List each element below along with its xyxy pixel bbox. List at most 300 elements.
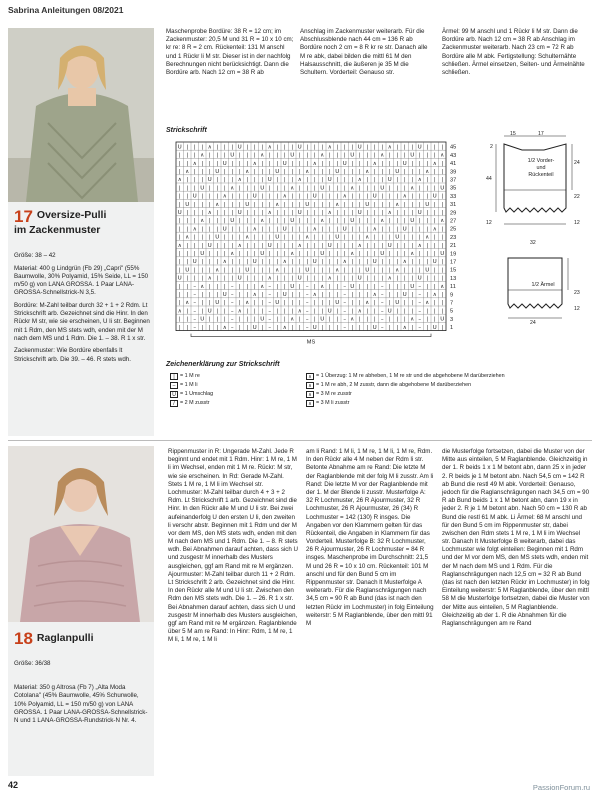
chart-symbol: | xyxy=(261,292,264,298)
chart-symbol: | xyxy=(358,234,361,241)
chart-symbol: ∧ xyxy=(267,144,272,151)
chart-symbol: | xyxy=(178,218,181,225)
chart-symbol: | xyxy=(373,201,376,208)
chart-symbol: U xyxy=(252,259,257,266)
chart-symbol: | xyxy=(388,259,391,266)
chart-symbol: | xyxy=(291,210,294,216)
chart-symbol: U xyxy=(200,251,205,257)
chart-symbol: | xyxy=(358,283,361,290)
chart-symbol: | xyxy=(388,160,391,167)
chart-symbol: ∧ xyxy=(425,234,430,241)
chart-symbol: – xyxy=(193,316,197,323)
chart-symbol: | xyxy=(208,234,211,241)
chart-symbol: ∧ xyxy=(267,210,272,216)
chart-symbol: ∧ xyxy=(200,283,205,290)
chart-symbol: | xyxy=(261,308,264,315)
chart-symbol: U xyxy=(260,185,265,192)
chart-symbol: U xyxy=(335,234,340,241)
chart-symbol: | xyxy=(313,210,316,216)
chart-symbol: | xyxy=(291,193,294,200)
chart-symbol: ∧ xyxy=(320,152,325,159)
chart-symbol: | xyxy=(291,169,294,175)
chart-symbol: U xyxy=(320,251,325,257)
chart-symbol: | xyxy=(276,160,279,167)
chart-symbol: | xyxy=(253,251,256,257)
chart-symbol: | xyxy=(426,177,429,184)
chart-symbol: – xyxy=(268,283,272,290)
chart-symbol: ∧ xyxy=(177,242,182,249)
legend-left xyxy=(170,372,290,408)
chart-symbol: U xyxy=(357,144,362,151)
chart-symbol: | xyxy=(298,283,301,290)
chart-symbol: ∧ xyxy=(192,226,197,233)
chart-symbol: | xyxy=(388,201,391,208)
chart-symbol: | xyxy=(433,218,436,225)
chart-symbol: | xyxy=(396,144,399,151)
chart-symbol: | xyxy=(306,210,309,216)
chart-symbol: | xyxy=(201,242,204,249)
chart-symbol: ∧ xyxy=(237,242,242,249)
pattern17-col4 xyxy=(442,28,590,82)
chart-symbol: | xyxy=(328,160,331,167)
chart-symbol: | xyxy=(261,226,264,233)
chart-symbol: | xyxy=(426,316,429,323)
chart-symbol: U xyxy=(275,234,280,241)
chart-symbol: | xyxy=(283,152,286,159)
chart-symbol: | xyxy=(246,210,249,216)
chart-symbol: | xyxy=(403,283,406,290)
chart-symbol: | xyxy=(201,275,204,282)
chart-symbol: | xyxy=(343,251,346,257)
chart-symbol: | xyxy=(321,160,324,167)
chart-symbol: U xyxy=(185,201,190,208)
chart-symbol: | xyxy=(403,267,406,274)
chart-symbol: | xyxy=(441,242,444,249)
chart-symbol: | xyxy=(186,226,189,233)
chart-symbol: ∧ xyxy=(312,160,317,167)
chart-symbol: | xyxy=(381,160,384,167)
chart-symbol: | xyxy=(396,160,399,167)
chart-symbol: | xyxy=(306,242,309,249)
chart-symbol: | xyxy=(403,242,406,249)
schematic-front-label: 1/2 Vorder- und Rückenteil xyxy=(527,158,555,179)
chart-symbol: | xyxy=(253,177,256,184)
chart-symbol: | xyxy=(283,185,286,192)
chart-symbol: | xyxy=(313,218,316,225)
chart-symbol: | xyxy=(321,308,324,315)
chart-symbol: | xyxy=(223,177,226,184)
chart-symbol: U xyxy=(282,226,287,233)
chart-symbol: | xyxy=(178,283,181,290)
chart-symbol: | xyxy=(343,218,346,225)
pattern18-size: Größe: 36/38 xyxy=(14,660,51,667)
chart-symbol: U xyxy=(440,251,445,257)
chart-symbol: | xyxy=(343,234,346,241)
chart-symbol: | xyxy=(381,177,384,184)
chart-symbol: | xyxy=(246,259,249,266)
chart-symbol: | xyxy=(433,308,436,315)
legend-item xyxy=(306,399,596,408)
chart-symbol: ∧ xyxy=(320,218,325,225)
chart-symbol: – xyxy=(418,283,422,290)
chart-symbol: U xyxy=(215,234,220,241)
chart-symbol: ∧ xyxy=(350,316,355,323)
chart-symbol: | xyxy=(396,324,399,331)
chart-symbol: | xyxy=(418,226,421,233)
chart-symbol: | xyxy=(298,160,301,167)
chart-symbol: U xyxy=(207,177,212,184)
chart-symbol: – xyxy=(418,292,422,298)
chart-symbol: ∧ xyxy=(440,283,445,290)
chart-symbol: | xyxy=(366,177,369,184)
chart-symbol: | xyxy=(298,185,301,192)
chart-symbol: | xyxy=(238,316,241,323)
chart-symbol: ∧ xyxy=(237,308,242,315)
chart-symbol: U xyxy=(237,144,242,151)
chart-symbol: | xyxy=(276,251,279,257)
chart-symbol: | xyxy=(238,169,241,175)
chart-title: Strickschrift xyxy=(166,127,207,134)
legend-item xyxy=(170,399,290,408)
chart-symbol: | xyxy=(396,185,399,192)
chart-symbol: | xyxy=(433,185,436,192)
chart-symbol: | xyxy=(246,185,249,192)
chart-symbol: | xyxy=(268,226,271,233)
chart-symbol: | xyxy=(193,177,196,184)
chart-symbol: | xyxy=(426,275,429,282)
chart-symbol: | xyxy=(411,292,414,298)
chart-symbol: | xyxy=(336,316,339,323)
chart-symbol: | xyxy=(411,226,414,233)
chart-symbol: | xyxy=(441,226,444,233)
chart-symbol: | xyxy=(276,210,279,216)
chart-symbol: | xyxy=(418,267,421,274)
legend-item xyxy=(170,372,290,381)
chart-symbol: | xyxy=(268,201,271,208)
legend-text: = 1 M li xyxy=(180,381,198,388)
dim-12b: 12 xyxy=(574,220,580,226)
chart-symbol: ∧ xyxy=(440,218,445,225)
chart-symbol: | xyxy=(381,201,384,208)
chart-symbol: | xyxy=(283,177,286,184)
chart-symbol: | xyxy=(433,300,436,307)
chart-symbol: U xyxy=(312,193,317,200)
chart-symbol: | xyxy=(178,152,181,159)
chart-symbol: – xyxy=(305,283,309,290)
chart-symbol: – xyxy=(343,300,347,307)
chart-symbol: ∧ xyxy=(177,308,182,315)
chart-symbol: U xyxy=(335,300,340,307)
chart-symbol: | xyxy=(441,210,444,216)
chart-symbol: | xyxy=(411,193,414,200)
chart-symbol: | xyxy=(418,218,421,225)
chart-symbol: ∧ xyxy=(260,283,265,290)
chart-symbol: | xyxy=(223,316,226,323)
chart-symbol: – xyxy=(343,308,347,315)
chart-symbol: | xyxy=(343,275,346,282)
chart-symbol: ∧ xyxy=(327,275,332,282)
chart-symbol: | xyxy=(216,185,219,192)
chart-symbol: U xyxy=(200,185,205,192)
chart-symbol: U xyxy=(395,169,400,175)
chart-symbol: – xyxy=(380,292,384,298)
chart-symbol: U xyxy=(297,144,302,151)
chart-symbol: ∧ xyxy=(402,193,407,200)
chart-symbol: – xyxy=(193,283,197,290)
chart-symbol: U xyxy=(365,267,370,274)
chart-symbol: | xyxy=(178,226,181,233)
chart-symbol: | xyxy=(216,193,219,200)
chart-symbol: | xyxy=(216,283,219,290)
chart-symbol: | xyxy=(276,218,279,225)
chart-symbol: U xyxy=(387,242,392,249)
chart-symbol: | xyxy=(238,283,241,290)
chart-symbol: | xyxy=(358,185,361,192)
chart-symbol: | xyxy=(381,267,384,274)
chart-symbol: – xyxy=(418,324,422,331)
chart-symbol: | xyxy=(336,283,339,290)
chart-symbol: | xyxy=(441,234,444,241)
chart-symbol: | xyxy=(231,177,234,184)
chart-symbol: | xyxy=(328,267,331,274)
chart-symbol: | xyxy=(426,226,429,233)
chart-symbol: | xyxy=(298,234,301,241)
chart-row-label: 21 xyxy=(450,243,457,250)
chart-symbol: U xyxy=(432,259,437,266)
chart-symbol: U xyxy=(350,283,355,290)
chart-symbol: | xyxy=(373,267,376,274)
chart-symbol: | xyxy=(291,324,294,331)
chart-symbol: | xyxy=(201,169,204,175)
chart-symbol: | xyxy=(298,324,301,331)
chart-symbol: | xyxy=(433,275,436,282)
chart-symbol: | xyxy=(351,300,354,307)
chart-symbol: U xyxy=(425,201,430,208)
chart-symbol: | xyxy=(441,177,444,184)
chart-symbol: | xyxy=(306,218,309,225)
chart-symbol: | xyxy=(433,169,436,175)
chart-symbol: U xyxy=(327,177,332,184)
chart-symbol: | xyxy=(426,292,429,298)
chart-symbol: | xyxy=(411,160,414,167)
chart-symbol: | xyxy=(351,275,354,282)
dim-12c: 12 xyxy=(574,306,580,312)
chart-symbol: | xyxy=(276,259,279,266)
chart-symbol: | xyxy=(426,218,429,225)
legend-text: = 1 M re xyxy=(180,372,200,379)
chart-symbol: | xyxy=(381,242,384,249)
chart-symbol: | xyxy=(388,169,391,175)
chart-symbol: | xyxy=(373,218,376,225)
chart-symbol: | xyxy=(351,169,354,175)
chart-symbol: | xyxy=(403,218,406,225)
chart-symbol: U xyxy=(342,160,347,167)
chart-symbol: | xyxy=(246,160,249,167)
chart-symbol: | xyxy=(328,169,331,175)
chart-symbol: | xyxy=(418,152,421,159)
chart-symbol: | xyxy=(291,226,294,233)
chart-symbol: | xyxy=(298,201,301,208)
chart-symbol: – xyxy=(343,292,347,298)
chart-symbol: | xyxy=(246,308,249,315)
chart-symbol: ∧ xyxy=(365,169,370,175)
chart-symbol: | xyxy=(276,283,279,290)
chart-symbol: ∧ xyxy=(282,193,287,200)
chart-symbol: | xyxy=(441,308,444,315)
pattern17-col2 xyxy=(166,28,294,82)
chart-symbol: | xyxy=(261,324,264,331)
chart-symbol: | xyxy=(343,177,346,184)
chart-symbol: | xyxy=(321,275,324,282)
chart-symbol: – xyxy=(230,283,234,290)
chart-symbol: | xyxy=(193,185,196,192)
chart-symbol: | xyxy=(178,193,181,200)
chart-symbol: | xyxy=(321,193,324,200)
chart-symbol: | xyxy=(208,283,211,290)
chart-symbol: U xyxy=(417,210,422,216)
chart-symbol: | xyxy=(276,185,279,192)
chart-symbol: | xyxy=(246,316,249,323)
chart-symbol: | xyxy=(178,251,181,257)
chart-symbol: | xyxy=(261,300,264,307)
pattern17-title-line2: im Zackenmuster xyxy=(14,224,101,236)
chart-symbol: ∧ xyxy=(380,152,385,159)
chart-symbol: | xyxy=(193,234,196,241)
chart-symbol: | xyxy=(178,169,181,175)
chart-symbol: | xyxy=(426,259,429,266)
chart-symbol: | xyxy=(178,160,181,167)
chart-symbol: | xyxy=(328,218,331,225)
chart-symbol: | xyxy=(298,218,301,225)
chart-symbol: | xyxy=(261,201,264,208)
chart-symbol: | xyxy=(411,169,414,175)
chart-symbol: | xyxy=(426,210,429,216)
chart-symbol: | xyxy=(216,242,219,249)
chart-symbol: | xyxy=(253,267,256,274)
chart-symbol: ∧ xyxy=(207,144,212,151)
chart-symbol: | xyxy=(253,185,256,192)
chart-symbol: | xyxy=(298,169,301,175)
chart-symbol: U xyxy=(350,218,355,225)
pattern18-col2 xyxy=(168,448,298,649)
chart-symbol: ∧ xyxy=(207,210,212,216)
chart-symbol: | xyxy=(186,177,189,184)
chart-symbol: | xyxy=(373,308,376,315)
chart-symbol: | xyxy=(306,185,309,192)
pattern17-bordure: Bordüre: M-Zahl teilbar durch 32 + 1 + 2 Rdm. Lt Strickschrift arb. Gezeichnet sind die Hinr. In den Rückr M str, wie sie erscheinen, U li str. Beginnen mit 1 Rdm, den MS stets wdh, enden mit der M nach dem MS und 1 Rdm. Die 1. – 38. R 1 x str. xyxy=(14,301,150,342)
chart-symbol: U xyxy=(252,193,257,200)
chart-symbol: ∧ xyxy=(365,234,370,241)
chart-symbol: U xyxy=(440,316,445,323)
chart-symbol: | xyxy=(261,234,264,241)
chart-symbol: | xyxy=(261,144,264,151)
chart-symbol: U xyxy=(237,275,242,282)
chart-symbol: U xyxy=(372,193,377,200)
chart-symbol: U xyxy=(432,193,437,200)
chart-symbol: | xyxy=(268,251,271,257)
chart-symbol: – xyxy=(380,283,384,290)
chart-symbol: | xyxy=(396,292,399,298)
chart-symbol: | xyxy=(223,283,226,290)
chart-symbol: | xyxy=(306,144,309,151)
chart-symbol: | xyxy=(208,300,211,307)
chart-symbol: | xyxy=(373,316,376,323)
chart-symbol: | xyxy=(283,251,286,257)
chart-symbol: U xyxy=(327,242,332,249)
chart-symbol: | xyxy=(283,242,286,249)
chart-symbol: – xyxy=(230,308,234,315)
chart-symbol: ∧ xyxy=(432,292,437,298)
chart-symbol: ∧ xyxy=(395,267,400,274)
chart-symbol: | xyxy=(396,275,399,282)
chart-symbol: | xyxy=(388,152,391,159)
chart-symbol: ∧ xyxy=(357,242,362,249)
chart-symbol: | xyxy=(253,210,256,216)
chart-symbol: | xyxy=(403,210,406,216)
chart-symbol: | xyxy=(261,169,264,175)
chart-symbol: | xyxy=(231,201,234,208)
chart-symbol: | xyxy=(178,316,181,323)
chart-symbol: | xyxy=(403,275,406,282)
chart-symbol: | xyxy=(223,152,226,159)
chart-symbol: | xyxy=(223,275,226,282)
chart-symbol: | xyxy=(253,169,256,175)
chart-symbol: | xyxy=(178,234,181,241)
chart-symbol: | xyxy=(388,267,391,274)
chart-row-label: 37 xyxy=(450,177,457,184)
chart-symbol: | xyxy=(418,259,421,266)
chart-symbol: | xyxy=(381,275,384,282)
chart-symbol: | xyxy=(253,316,256,323)
chart-symbol: U xyxy=(327,308,332,315)
chart-symbol: | xyxy=(313,283,316,290)
chart-symbol: – xyxy=(305,292,309,298)
chart-symbol: | xyxy=(343,201,346,208)
chart-symbol: | xyxy=(366,259,369,266)
chart-symbol: | xyxy=(268,160,271,167)
legend-text: = 1 Umschlag xyxy=(180,390,214,397)
legend-symbol: – xyxy=(170,382,178,389)
chart-symbol: | xyxy=(313,177,316,184)
chart-symbol: | xyxy=(298,152,301,159)
chart-symbol: | xyxy=(283,201,286,208)
chart-symbol: | xyxy=(388,292,391,298)
chart-symbol: | xyxy=(351,267,354,274)
chart-symbol: | xyxy=(201,234,204,241)
chart-symbol: – xyxy=(380,300,384,307)
chart-symbol: | xyxy=(403,177,406,184)
legend-symbol: ∧ xyxy=(306,382,314,389)
legend-symbol: U xyxy=(170,391,178,398)
chart-symbol: ∧ xyxy=(387,275,392,282)
chart-symbol: U xyxy=(222,226,227,233)
chart-symbol: | xyxy=(238,234,241,241)
chart-symbol: | xyxy=(216,251,219,257)
chart-symbol: | xyxy=(313,144,316,151)
chart-symbol: | xyxy=(411,259,414,266)
chart-symbol: | xyxy=(246,152,249,159)
chart-symbol: U xyxy=(245,267,250,274)
chart-symbol: | xyxy=(306,160,309,167)
chart-symbol: | xyxy=(336,226,339,233)
chart-symbol: | xyxy=(216,218,219,225)
chart-symbol: | xyxy=(328,324,331,331)
chart-symbol: | xyxy=(396,251,399,257)
legend-item xyxy=(306,381,596,390)
legend-symbol: | xyxy=(170,373,178,380)
chart-symbol: | xyxy=(313,169,316,175)
chart-symbol: | xyxy=(186,259,189,266)
